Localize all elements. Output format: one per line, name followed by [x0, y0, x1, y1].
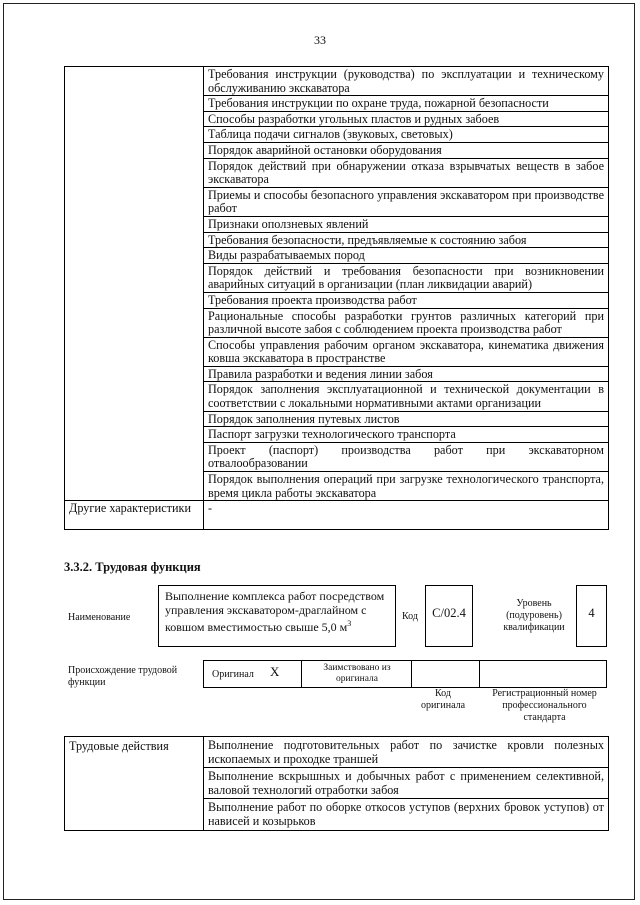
code-box: C/02.4 — [425, 585, 473, 647]
requirement-item: Таблица подачи сигналов (звуковых, световых) — [204, 127, 609, 143]
table-row — [65, 737, 609, 768]
table-left-cell — [65, 67, 204, 501]
page-number: 33 — [314, 33, 326, 47]
requirement-item: Требования безопасности, предъявляемые к состоянию забоя — [204, 232, 609, 248]
requirement-item: Правила разработки и ведения линии забоя — [204, 366, 609, 382]
other-characteristics-label: Другие характеристики — [65, 501, 204, 530]
requirement-item: Требования инструкции по охране труда, пожарной безопасности — [204, 96, 609, 112]
function-name: Выполнение комплекса работ посредством управления экскаватором-драглайном с ковшом вместимостью свыше 5,0 м — [165, 589, 385, 634]
section-title: 3.3.2. Трудовая функция — [64, 560, 201, 574]
original-label: Оригинал — [212, 669, 254, 680]
other-characteristics-value: - — [204, 501, 609, 530]
labor-actions-label: Трудовые действия — [65, 737, 204, 831]
original-cell — [204, 661, 302, 687]
requirement-item: Способы управления рабочим органом экскаватора, кинематика движения ковша экскаватора в пространстве — [204, 337, 609, 366]
table-row — [65, 501, 609, 530]
level-box: 4 — [576, 585, 607, 647]
requirement-item: Признаки оползневых явлений — [204, 216, 609, 232]
labor-action-item: Выполнение вскрышных и добычных работ с применением селективной, валовой технологий отработки забоя — [204, 768, 609, 799]
labor-actions-table — [64, 736, 609, 831]
labor-action-item: Выполнение работ по оборке откосов уступов (верхних бровок уступов) от нависей и козырьков — [204, 799, 609, 830]
requirement-item: Рациональные способы разработки грунтов различных категорий при различной высоте забоя с соблюдением проекта производства работ — [204, 308, 609, 337]
requirement-item: Порядок выполнения операций при загрузке технологического транспорта, время цикла работы экскаватора — [204, 472, 609, 501]
requirement-item: Требования проекта производства работ — [204, 292, 609, 308]
code-label: Код — [402, 611, 418, 622]
requirements-table — [64, 66, 609, 530]
requirement-item: Порядок аварийной остановки оборудования — [204, 142, 609, 158]
function-name-superscript: 3 — [347, 619, 352, 628]
table-row — [65, 67, 609, 96]
requirement-item: Требования инструкции (руководства) по эксплуатации и техническому обслуживанию экскаватора — [204, 67, 609, 96]
borrowed-label: Заимствовано из оригинала — [323, 663, 391, 684]
requirement-item: Порядок заполнения эксплуатационной и технической документации в соответствии с локальными нормативными актами организации — [204, 382, 609, 411]
requirement-item: Способы разработки угольных пластов и рудных забоев — [204, 111, 609, 127]
requirement-item: Паспорт загрузки технологического транспорта — [204, 427, 609, 443]
requirement-item: Виды разрабатываемых пород — [204, 248, 609, 264]
name-label: Наименование — [68, 612, 131, 623]
origin-row — [203, 660, 607, 688]
labor-action-item: Выполнение подготовительных работ по зачистке кровли полезных ископаемых и проходке траншей — [204, 737, 609, 768]
requirement-item: Проект (паспорт) производства работ при экскаваторном отвалообразовании — [204, 442, 609, 471]
requirement-item: Порядок действий при обнаружении отказа взрывчатых веществ в забое экскаватора — [204, 158, 609, 187]
requirement-item: Порядок заполнения путевых листов — [204, 411, 609, 427]
reg-number-label: Регистрационный номер профессионального стандарта — [492, 688, 597, 723]
level-label: Уровень (подуровень) квалификации — [503, 598, 565, 633]
code-original-label: Код оригинала — [420, 688, 466, 711]
function-name-box — [158, 585, 396, 647]
origin-label: Происхождение трудовой функции — [68, 665, 178, 688]
borrowed-cell — [302, 661, 412, 687]
requirement-item: Приемы и способы безопасного управления экскаватором при производстве работ — [204, 187, 609, 216]
reg-number-cell — [480, 661, 606, 687]
code-original-cell — [412, 661, 480, 687]
original-mark: X — [270, 664, 280, 679]
requirement-item: Порядок действий и требования безопасности при возникновении аварийных ситуаций в организации (план ликвидации аварий) — [204, 263, 609, 292]
